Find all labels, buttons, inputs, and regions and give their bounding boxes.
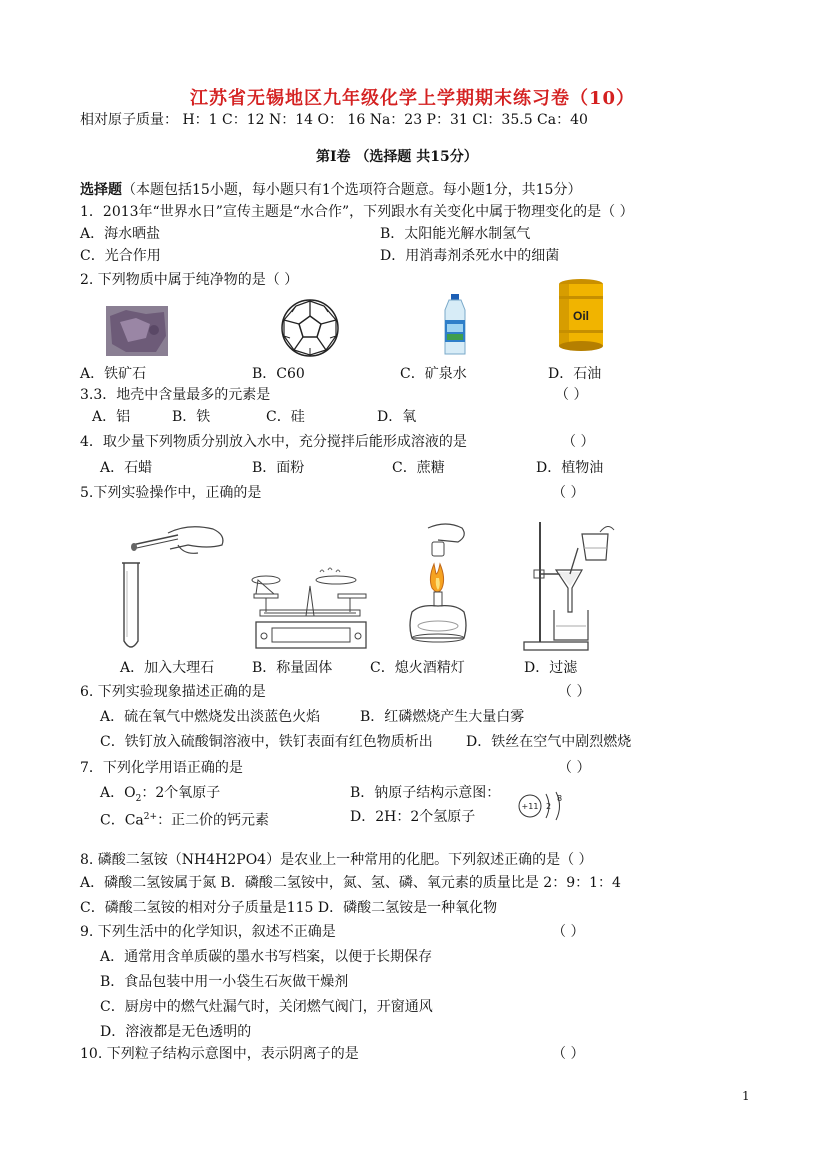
- page-title: 江苏省无锡地区九年级化学上学期期末练习卷（10）: [190, 88, 636, 109]
- q6-option-a: A．硫在氧气中燃烧发出淡蓝色火焰: [100, 709, 321, 725]
- q2-stem: 2. 下列物质中属于纯净物的是（ ）: [80, 272, 299, 288]
- q2-option-a: A．铁矿石: [80, 366, 147, 382]
- q4-option-b: B．面粉: [252, 460, 305, 476]
- q2-option-c: C．矿泉水: [400, 366, 467, 382]
- instructions: [80, 181, 581, 199]
- q1-option-b: B．太阳能光解水制氢气: [380, 226, 531, 242]
- svg-text:+11: +11: [521, 802, 539, 811]
- q3-option-d: D．氧: [377, 409, 417, 425]
- q7-option-a: A．$O_2$：2个氧原子: [100, 785, 221, 804]
- q3-answer-paren: （ ）: [555, 387, 588, 403]
- c60-molecule-image: [280, 298, 340, 358]
- sodium-atom-diagram: [516, 788, 572, 824]
- filtration-illustration: [520, 518, 620, 658]
- q6-option-c: C．铁钉放入硫酸铜溶液中，铁钉表面有红色物质析出: [100, 734, 433, 750]
- q10-stem: 10. 下列粒子结构示意图中，表示阴离子的是: [80, 1046, 359, 1062]
- q7-option-c: C．$Ca^{2+}$：正二价的钙元素: [100, 812, 270, 829]
- iron-ore-image: [106, 306, 168, 356]
- q1-option-c: C．光合作用: [80, 248, 161, 264]
- q1-option-a: A．海水晒盐: [80, 226, 161, 242]
- add-marble-illustration: [118, 515, 228, 655]
- instructions-label: 选择题: [80, 182, 122, 198]
- q4-option-a: A．石蜡: [100, 460, 153, 476]
- q1-stem: 1．2013年“世界水日”宣传主题是“水合作”，下列跟水有关变化中属于物理变化的是（ ）: [80, 204, 634, 220]
- section-heading: 第Ⅰ卷 （选择题 共15分）: [316, 149, 478, 165]
- q3-option-a: A．铝: [92, 409, 131, 425]
- q7-option-b: B．钠原子结构示意图：: [350, 785, 501, 801]
- q3-option-b: B．铁: [172, 409, 211, 425]
- q6-answer-paren: （ ）: [558, 684, 591, 700]
- q7-stem: 7．下列化学用语正确的是: [80, 760, 243, 776]
- balance-scale-illustration: [250, 566, 380, 654]
- q7-option-d: D．2H：2个氢原子: [350, 809, 476, 825]
- q4-answer-paren: （ ）: [562, 434, 595, 450]
- q4-stem: 4．取少量下列物质分别放入水中，充分搅拌后能形成溶液的是: [80, 434, 467, 450]
- q6-option-b: B．红磷燃烧产生大量白雾: [360, 709, 525, 725]
- q4-option-c: C．蔗糖: [392, 460, 445, 476]
- q9-option-c: C．厨房中的燃气灶漏气时，关闭燃气阀门，开窗通风: [100, 999, 433, 1015]
- q4-option-d: D．植物油: [536, 460, 604, 476]
- svg-text:2: 2: [546, 802, 552, 811]
- q5-stem: 5.下列实验操作中，正确的是: [80, 485, 262, 501]
- q8-stem: 8. 磷酸二氢铵（NH4H2PO4）是农业上一种常用的化肥。下列叙述正确的是（ ）: [80, 852, 593, 868]
- q5-option-b: B．称量固体: [252, 660, 333, 676]
- q7-answer-paren: （ ）: [558, 760, 591, 776]
- q9-stem: 9. 下列生活中的化学知识，叙述不正确是: [80, 924, 336, 940]
- page-number: 1: [742, 1089, 750, 1103]
- mineral-water-image: [441, 294, 469, 356]
- q9-answer-paren: （ ）: [552, 924, 585, 940]
- q1-option-d: D．用消毒剂杀死水中的细菌: [380, 248, 560, 264]
- alcohol-lamp-illustration: [398, 516, 470, 656]
- q9-option-d: D．溶液都是无色透明的: [100, 1024, 252, 1040]
- q6-stem: 6. 下列实验现象描述正确的是: [80, 684, 266, 700]
- q6-option-d: D．铁丝在空气中剧烈燃烧: [466, 734, 632, 750]
- q5-option-a: A．加入大理石: [120, 660, 215, 676]
- q5-option-c: C．熄火酒精灯: [370, 660, 465, 676]
- q10-answer-paren: （ ）: [552, 1046, 585, 1062]
- q2-option-d: D．石油: [548, 366, 602, 382]
- instructions-text: （本题包括15小题，每小题只有1个选项符合题意。每小题1分，共15分）: [122, 182, 582, 198]
- svg-text:8: 8: [557, 794, 563, 803]
- q5-option-d: D．过滤: [524, 660, 578, 676]
- q8-options-cd: C．磷酸二氢铵的相对分子质量是115 D．磷酸二氢铵是一种氧化物: [80, 900, 498, 916]
- q2-option-b: B．C60: [252, 366, 305, 382]
- q9-option-b: B．食品包装中用一小袋生石灰做干燥剂: [100, 974, 349, 990]
- q9-option-a: A．通常用含单质碳的墨水书写档案，以便于长期保存: [100, 949, 433, 965]
- q5-answer-paren: （ ）: [552, 485, 585, 501]
- oil-barrel-image: [557, 278, 605, 352]
- oil-label: Oil: [572, 309, 590, 323]
- q3-option-c: C．硅: [266, 409, 305, 425]
- q3-stem: 3.3．地壳中含量最多的元素是: [80, 387, 271, 403]
- atomic-masses: 相对原子质量： H：1 C：12 N：14 O： 16 Na：23 P：31 Cl：35.5 Ca：40: [80, 112, 588, 128]
- q8-options-ab: A．磷酸二氢铵属于氮 B．磷酸二氢铵中，氮、氢、磷、氧元素的质量比是 2：9：1：4: [80, 875, 621, 891]
